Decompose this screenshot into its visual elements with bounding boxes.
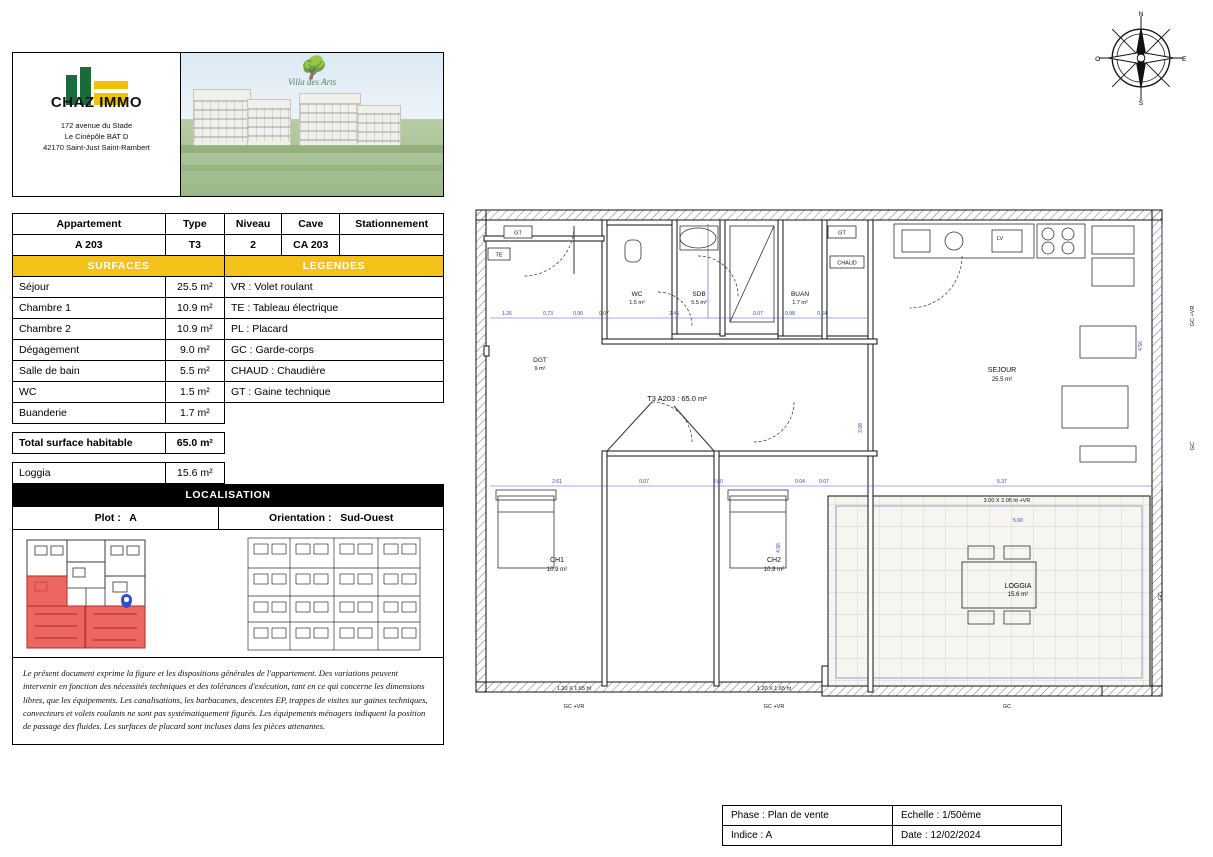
tag-chaud: CHAUD <box>837 260 857 267</box>
dim-15: 4.96 <box>776 543 782 553</box>
loggia-room-area: 15.6 m² <box>1007 592 1029 598</box>
plot-value: A <box>129 512 137 524</box>
header-stationnement: Stationnement <box>340 214 444 235</box>
legends-section-title: LEGENDES <box>224 256 443 277</box>
room-area-sejour: 25.5 m² <box>991 377 1013 383</box>
phase-cell: Phase : Plan de vente <box>723 806 893 825</box>
compass-rose-icon <box>1093 10 1189 106</box>
localisation-section-title: LOCALISATION <box>12 484 444 507</box>
legend-item: CHAUD : Chaudière <box>224 361 443 382</box>
legend-item: VR : Volet roulant <box>224 277 443 298</box>
surface-name: Dégagement <box>13 340 166 361</box>
tag-gt-1: GT <box>514 230 522 237</box>
value-niveau: 2 <box>224 235 281 256</box>
tag-gc-3: GC <box>1158 591 1164 601</box>
header-appartement: Appartement <box>13 214 166 235</box>
plot-label: Plot : <box>94 512 121 524</box>
surface-area: 9.0 m² <box>165 340 224 361</box>
room-name-ch1: CH1 <box>549 557 565 564</box>
section-bars-row <box>13 256 444 277</box>
surface-area: 5.5 m² <box>165 361 224 382</box>
compass-east-label: E <box>1181 55 1187 63</box>
room-name-sejour: SEJOUR <box>987 367 1017 374</box>
address-line-2: Le Cinépôle BAT D <box>64 131 129 141</box>
dim-3: 0.90 <box>573 311 583 317</box>
surface-row <box>13 382 444 403</box>
room-area-wc: 1.5 m² <box>629 300 645 306</box>
date-cell: Date : 12/02/2024 <box>901 830 981 841</box>
tag-gt-2: GT <box>838 230 846 237</box>
branding-header <box>12 52 444 197</box>
opening-ch2: 1.20 X 1.65 ht <box>756 686 792 692</box>
tag-te: TE <box>495 252 503 259</box>
apartment-header-row <box>13 214 444 235</box>
key-plan-level-svg <box>13 530 228 657</box>
interior-walls <box>484 220 877 692</box>
tag-gc-2: GC <box>1190 441 1196 451</box>
title-block <box>722 805 1062 846</box>
dim-5: 2.46 <box>669 311 679 317</box>
company-logo-block <box>13 53 181 196</box>
surface-area: 10.9 m² <box>165 298 224 319</box>
room-name-buan: BUAN <box>790 291 810 298</box>
dim-6: 0.07 <box>753 311 763 317</box>
apartment-info-table <box>12 213 444 484</box>
legend-item: TE : Tableau électrique <box>224 298 443 319</box>
company-address <box>43 121 150 154</box>
total-habitable-value: 65.0 m² <box>165 433 224 454</box>
room-name-sdb: SDB <box>692 291 706 298</box>
tree-icon: 🌳 <box>298 55 326 80</box>
dim-11: 2.60 <box>713 479 723 485</box>
compass-south-label: S <box>1138 100 1144 106</box>
surface-row <box>13 361 444 382</box>
dim-9: 2.61 <box>552 479 562 485</box>
room-area-dgt: 9 m² <box>534 366 546 372</box>
apartment-value-row <box>13 235 444 256</box>
total-habitable-row <box>13 433 444 454</box>
loggia-row <box>13 463 444 484</box>
surface-area: 10.9 m² <box>165 319 224 340</box>
surface-row <box>13 319 444 340</box>
dim-8: 0.64 <box>817 311 827 317</box>
orientation-label: Orientation : <box>269 512 332 524</box>
surface-area: 25.5 m² <box>165 277 224 298</box>
room-area-buan: 1.7 m² <box>792 300 808 306</box>
opening-ch1: 1.20 X 1.65 ht <box>556 686 592 692</box>
plot-cell <box>13 507 219 529</box>
room-name-wc: WC <box>631 291 643 298</box>
value-appartement: A 203 <box>13 235 166 256</box>
surface-name: Salle de bain <box>13 361 166 382</box>
value-stationnement <box>340 235 444 256</box>
address-line-3: 42170 Saint-Just Saint-Rambert <box>43 142 150 152</box>
key-plan-site-svg <box>228 530 443 657</box>
project-render-image <box>181 53 443 196</box>
dim-14: 5.37 <box>997 479 1007 485</box>
room-name-ch2: CH2 <box>766 557 782 564</box>
title-block-row-1 <box>723 806 1061 826</box>
dim-18: 4.56 <box>1138 341 1144 351</box>
tag-gc-1: GC <box>1002 704 1012 710</box>
key-plans <box>12 530 444 658</box>
surface-row <box>13 277 444 298</box>
render-caption <box>287 55 337 87</box>
legend-item: PL : Placard <box>224 319 443 340</box>
compass-north-label: N <box>1138 10 1144 18</box>
dim-10: 0.07 <box>639 479 649 485</box>
plan-title: T3 A203 : 65.0 m² <box>647 394 707 403</box>
surface-area: 1.7 m² <box>165 403 224 424</box>
left-info-panel <box>12 52 444 745</box>
header-cave: Cave <box>282 214 340 235</box>
loggia-value: 15.6 m² <box>165 463 224 484</box>
logo-bars-icon <box>94 81 128 89</box>
dim-7: 0.98 <box>785 311 795 317</box>
company-name: CHAZ IMMO <box>50 94 143 111</box>
tag-gc-vr-2: GC +VR <box>763 704 785 710</box>
disclaimer-text: Le présent document exprime la figure et les dispositions générales de l'appartement. Des variations peuvent intervenir en fonction des nécessités techniques et des tolérances d'exécution, tant en ce qui concerne les dimensions libres, que les équipements. Les canalisations, les barbacanes, descentes EP, trappes de visites sur gaines techniques, convecteurs et volets roulants ne sont pas systématiquement figurés. Les équipements ménagers indiquent la position de passage des fluides. Les surfaces de placard sont incluses dans les pièces attenantes. <box>12 658 444 745</box>
tag-lv: LV <box>996 236 1004 242</box>
title-block-row-2 <box>723 826 1061 845</box>
surface-name: Séjour <box>13 277 166 298</box>
header-niveau: Niveau <box>224 214 281 235</box>
dim-4: 0.07 <box>599 311 609 317</box>
room-area-ch2: 10.9 m² <box>763 567 785 573</box>
surface-name: WC <box>13 382 166 403</box>
room-name-dgt: DGT <box>533 357 547 364</box>
loggia-label: Loggia <box>13 463 166 484</box>
dim-12: 0.04 <box>795 479 805 485</box>
address-line-1: 172 avenue du Stade <box>60 121 133 130</box>
loggia-room-label: LOGGIA <box>1004 583 1032 590</box>
dim-2: 0.73 <box>543 311 553 317</box>
surface-name: Chambre 2 <box>13 319 166 340</box>
room-area-ch1: 10.9 m² <box>546 567 568 573</box>
dim-13: 0.07 <box>819 479 829 485</box>
key-plan-level <box>13 530 228 657</box>
value-cave: CA 203 <box>282 235 340 256</box>
legend-item: GC : Garde-corps <box>224 340 443 361</box>
loggia-area <box>828 496 1150 686</box>
index-cell: Indice : A <box>723 826 893 845</box>
tag-gc-vr-3: GC +VR <box>1190 305 1196 327</box>
compass-west-label: O <box>1095 55 1101 63</box>
opening-sejour-baie: 3.00 X 2.05 ht +VR <box>983 498 1031 504</box>
value-type: T3 <box>165 235 224 256</box>
key-plan-site <box>228 530 443 657</box>
dim-16: 3.08 <box>858 423 864 433</box>
header-type: Type <box>165 214 224 235</box>
localisation-values-row <box>12 507 444 530</box>
surface-row <box>13 298 444 319</box>
surface-area: 1.5 m² <box>165 382 224 403</box>
surface-row <box>13 403 444 424</box>
tag-gc-vr-1: GC +VR <box>563 704 585 710</box>
orientation-value: Sud-Ouest <box>340 512 394 524</box>
room-area-sdb: 5.5 m² <box>691 300 707 306</box>
legend-spacer <box>224 403 443 424</box>
legend-item: GT : Gaine technique <box>224 382 443 403</box>
total-habitable-label: Total surface habitable <box>13 433 166 454</box>
orientation-cell <box>219 507 443 529</box>
floor-plan-drawing <box>462 196 1202 736</box>
dim-1: 1.26 <box>502 311 512 317</box>
spacer-row-2 <box>13 454 444 463</box>
surface-name: Buanderie <box>13 403 166 424</box>
render-caption-text: Villa des Arts <box>287 77 337 87</box>
surfaces-section-title: SURFACES <box>13 256 225 277</box>
scale-cell: Echelle : 1/50ème <box>901 810 982 821</box>
surface-name: Chambre 1 <box>13 298 166 319</box>
dim-17: 5.60 <box>1013 518 1023 524</box>
spacer-row <box>13 424 444 433</box>
surface-row <box>13 340 444 361</box>
